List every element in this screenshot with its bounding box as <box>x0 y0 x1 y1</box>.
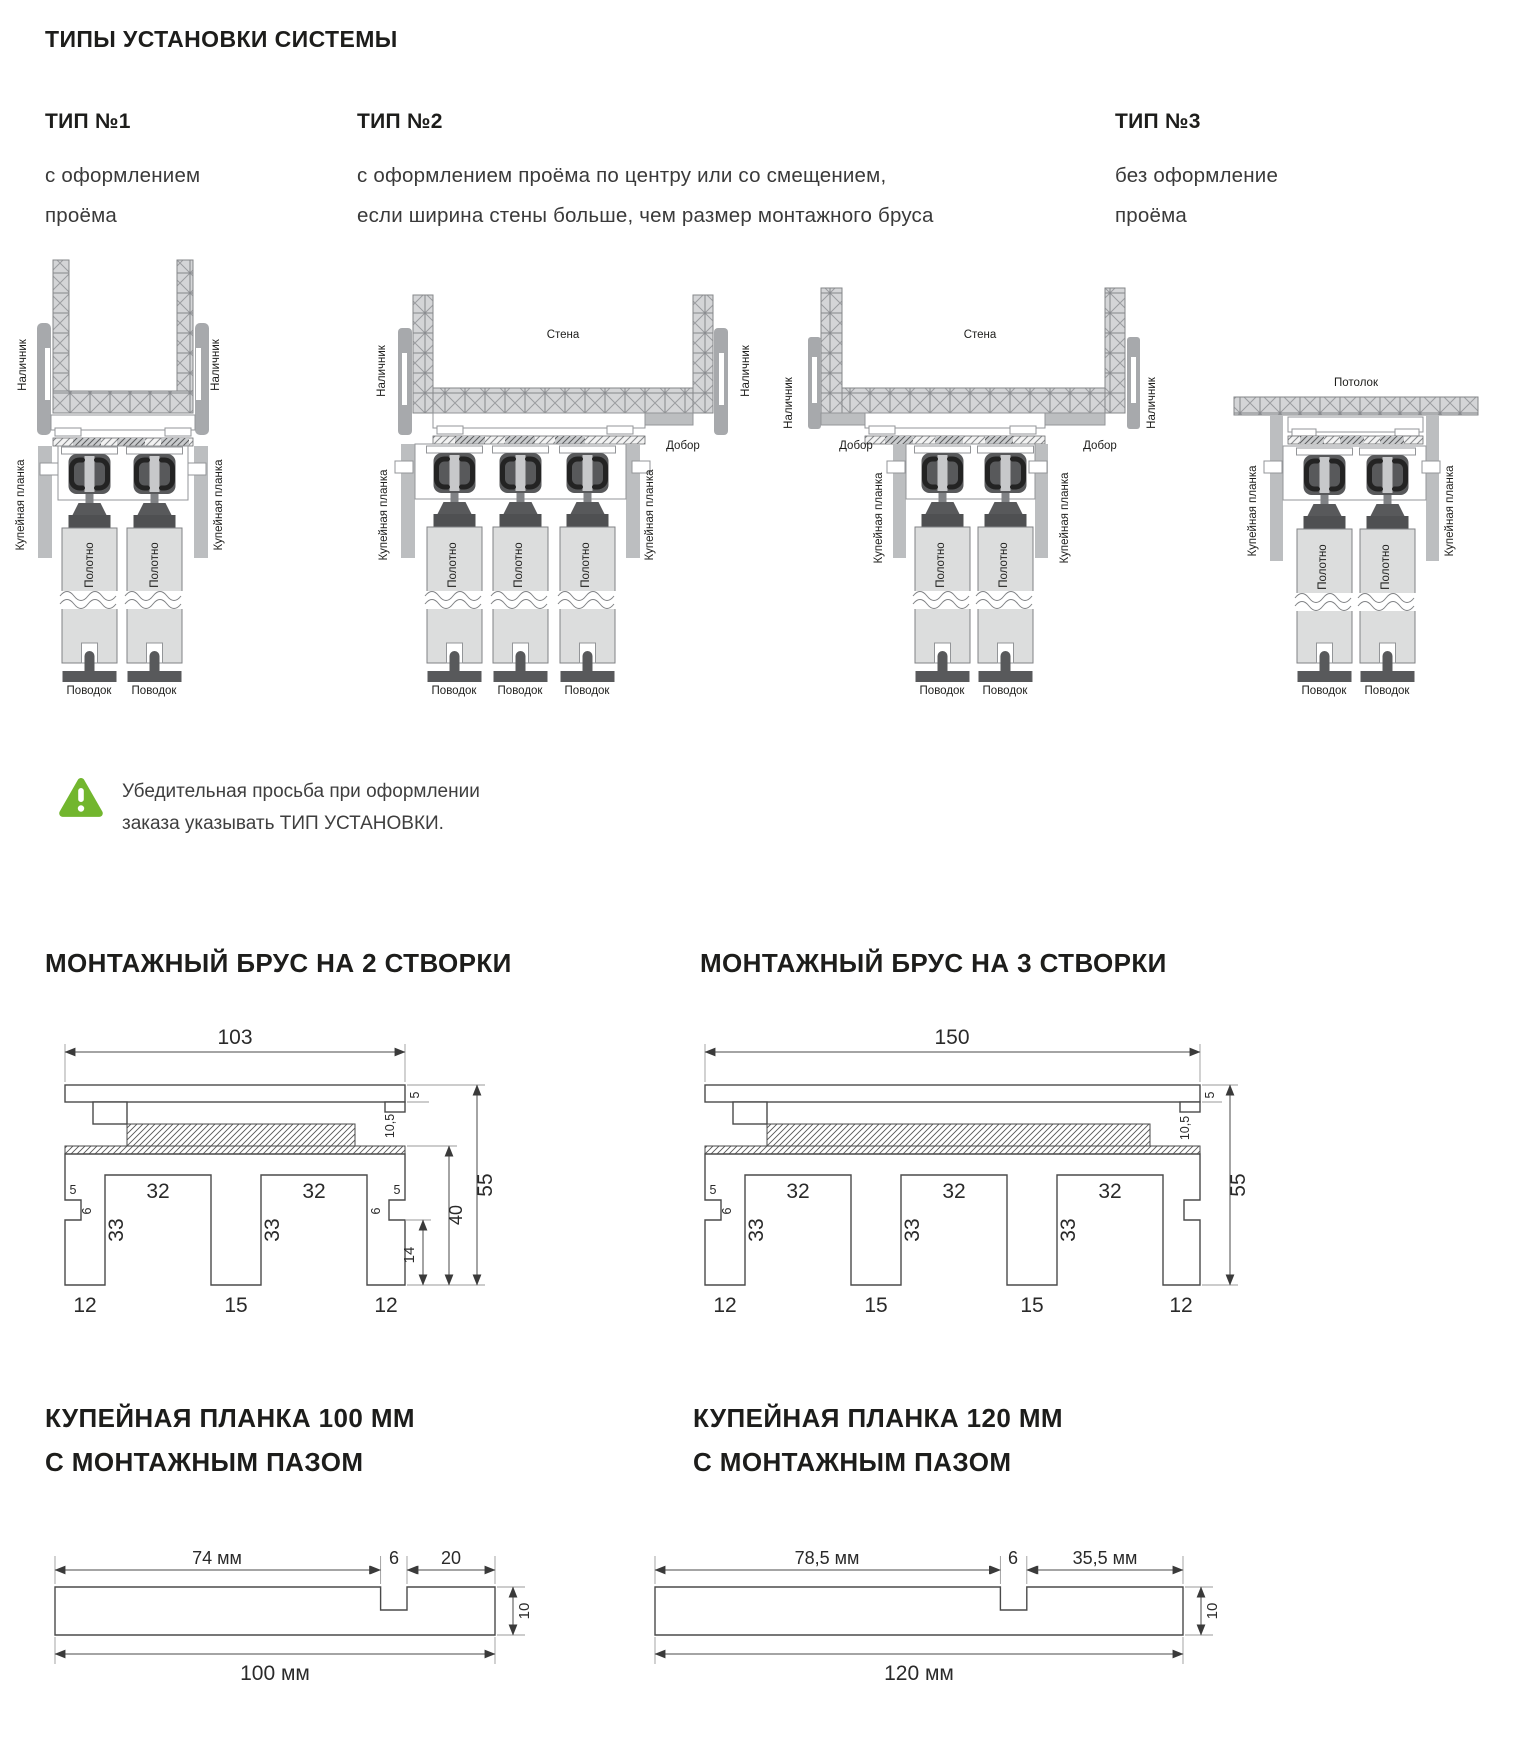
dim-foot: 12 <box>713 1294 737 1317</box>
diagram-type2-centered <box>345 253 765 713</box>
dim-beam3-width: 150 <box>934 1026 970 1049</box>
roller <box>1360 448 1416 529</box>
roller <box>427 446 483 527</box>
dim-groove: 6 <box>388 1550 400 1568</box>
roller <box>560 446 616 527</box>
label-nalichnik: Наличник <box>1146 377 1158 429</box>
dim-height: 10 <box>1204 1602 1221 1620</box>
roller <box>978 446 1034 527</box>
dim-slot-width: 32 <box>1098 1180 1122 1203</box>
beam3-title: МОНТАЖНЫЙ БРУС НА 3 СТВОРКИ <box>700 948 1167 978</box>
label-povodok: Поводок <box>1301 685 1347 697</box>
diagram-plank120 <box>645 1550 1265 1700</box>
label-stena: Стена <box>546 329 580 341</box>
roller <box>1297 448 1353 529</box>
diagram-type3 <box>1160 253 1523 713</box>
label-dobor: Добор <box>1083 440 1117 452</box>
label-nalichnik: Наличник <box>740 345 752 397</box>
dim-total: 100 мм <box>240 1662 310 1685</box>
dim-foot: 15 <box>1020 1294 1044 1317</box>
label-povodok: Поводок <box>131 685 177 697</box>
warning-icon <box>57 775 105 821</box>
dim-slot-height: 33 <box>261 1218 284 1242</box>
type3-title: ТИП №3 <box>1115 110 1201 133</box>
dim-right: 20 <box>440 1550 462 1568</box>
label-planka: Купейная планка <box>644 469 656 561</box>
dim-bottom: 14 <box>401 1246 418 1264</box>
dim-notch-width: 5 <box>69 1183 77 1197</box>
type3-description: без оформление проёма <box>1115 164 1279 227</box>
label-potolok: Потолок <box>1334 377 1378 389</box>
dobor-plank <box>1045 413 1105 425</box>
label-povodok: Поводок <box>982 685 1028 697</box>
label-polotno: Полотно <box>149 542 161 588</box>
roller <box>127 447 183 528</box>
type3-header-block <box>1115 110 1435 236</box>
label-polotno: Полотно <box>935 542 947 588</box>
dobor-plank <box>645 413 693 425</box>
dim-foot: 12 <box>374 1294 398 1317</box>
dim-slot-height: 33 <box>745 1218 768 1242</box>
dim-step: 10,5 <box>383 1113 397 1139</box>
dim-left: 74 мм <box>192 1550 242 1568</box>
label-dobor: Добор <box>839 440 873 452</box>
label-nalichnik: Наличник <box>210 339 222 391</box>
label-dobor: Добор <box>666 440 700 452</box>
plank120-title: КУПЕЙНАЯ ПЛАНКА 120 ММ С МОНТАЖНЫМ ПАЗОМ <box>693 1403 1063 1477</box>
type1-title: ТИП №1 <box>45 110 131 133</box>
label-povodok: Поводок <box>564 685 610 697</box>
dim-foot: 15 <box>224 1294 248 1317</box>
diagram-type1 <box>10 253 235 713</box>
label-planka: Купейная планка <box>1247 465 1259 557</box>
dim-height: 55 <box>1227 1173 1250 1197</box>
type2-description: с оформлением проёма по центру или со смещением, если ширина стены больше, чем размер монтажного бруса <box>357 164 934 227</box>
ceiling <box>1234 397 1478 415</box>
roller <box>493 446 549 527</box>
label-polotno: Полотно <box>580 542 592 588</box>
label-nalichnik: Наличник <box>376 345 388 397</box>
label-planka: Купейная планка <box>378 469 390 561</box>
dim-right: 35,5 мм <box>1072 1550 1138 1568</box>
dim-inner: 40 <box>446 1204 466 1226</box>
dim-notch-height: 6 <box>80 1207 94 1215</box>
label-povodok: Поводок <box>919 685 965 697</box>
dim-groove: 6 <box>1007 1550 1019 1568</box>
dim-left: 78,5 мм <box>794 1550 860 1568</box>
dim-height: 55 <box>474 1173 497 1197</box>
dim-foot: 12 <box>1169 1294 1193 1317</box>
dim-slot-width: 32 <box>146 1180 170 1203</box>
roller <box>62 447 118 528</box>
dim-notch-width: 5 <box>393 1183 401 1197</box>
page-title: ТИПЫ УСТАНОВКИ СИСТЕМЫ <box>45 26 398 52</box>
type2-title: ТИП №2 <box>357 110 443 133</box>
label-planka: Купейная планка <box>873 472 885 564</box>
dim-notch-height: 6 <box>369 1207 383 1215</box>
dim-step: 10,5 <box>1178 1115 1192 1141</box>
diagram-beam2 <box>45 1000 515 1340</box>
label-polotno: Полотно <box>998 542 1010 588</box>
label-polotno: Полотно <box>1380 544 1392 590</box>
label-polotno: Полотно <box>513 542 525 588</box>
label-planka: Купейная планка <box>1059 472 1071 564</box>
diagram-type2-offset <box>770 253 1200 713</box>
dim-slot-width: 32 <box>302 1180 326 1203</box>
dim-top-thickness: 5 <box>408 1091 422 1099</box>
diagram-beam3 <box>685 1000 1270 1340</box>
dim-height: 10 <box>516 1602 533 1620</box>
dim-slot-height: 33 <box>1057 1218 1080 1242</box>
label-povodok: Поводок <box>1364 685 1410 697</box>
dim-slot-height: 33 <box>901 1218 924 1242</box>
dim-slot-width: 32 <box>942 1180 966 1203</box>
dim-total: 120 мм <box>884 1662 954 1685</box>
label-povodok: Поводок <box>431 685 477 697</box>
label-polotno: Полотно <box>84 542 96 588</box>
type1-description: с оформлением проёма <box>45 164 201 227</box>
dim-beam2-width: 103 <box>217 1026 253 1049</box>
dim-notch-width: 5 <box>709 1183 717 1197</box>
dobor-plank <box>821 413 865 425</box>
dim-notch-height: 6 <box>720 1207 734 1215</box>
label-povodok: Поводок <box>497 685 543 697</box>
dim-slot-width: 32 <box>786 1180 810 1203</box>
dim-foot: 15 <box>864 1294 888 1317</box>
label-polotno: Полотно <box>447 542 459 588</box>
dim-slot-height: 33 <box>105 1218 128 1242</box>
dim-top-thickness: 5 <box>1203 1091 1217 1099</box>
label-nalichnik: Наличник <box>783 377 795 429</box>
kupe-strip <box>1426 415 1439 561</box>
label-nalichnik: Наличник <box>17 339 29 391</box>
warning-note: Убедительная просьба при оформлении заказа указывать ТИП УСТАНОВКИ. <box>122 781 480 834</box>
label-stena: Стена <box>963 329 997 341</box>
beam2-title: МОНТАЖНЫЙ БРУС НА 2 СТВОРКИ <box>45 948 512 978</box>
roller <box>915 446 971 527</box>
label-povodok: Поводок <box>66 685 112 697</box>
kupe-strip <box>1270 415 1283 561</box>
label-planka: Купейная планка <box>1444 465 1456 557</box>
label-planka: Купейная планка <box>213 459 225 551</box>
dim-foot: 12 <box>73 1294 97 1317</box>
label-polotno: Полотно <box>1317 544 1329 590</box>
type1-header-block <box>45 110 335 236</box>
type2-header-block <box>357 110 1087 236</box>
label-planka: Купейная планка <box>15 459 27 551</box>
plank100-title: КУПЕЙНАЯ ПЛАНКА 100 ММ С МОНТАЖНЫМ ПАЗОМ <box>45 1403 415 1477</box>
diagram-plank100 <box>45 1550 585 1700</box>
